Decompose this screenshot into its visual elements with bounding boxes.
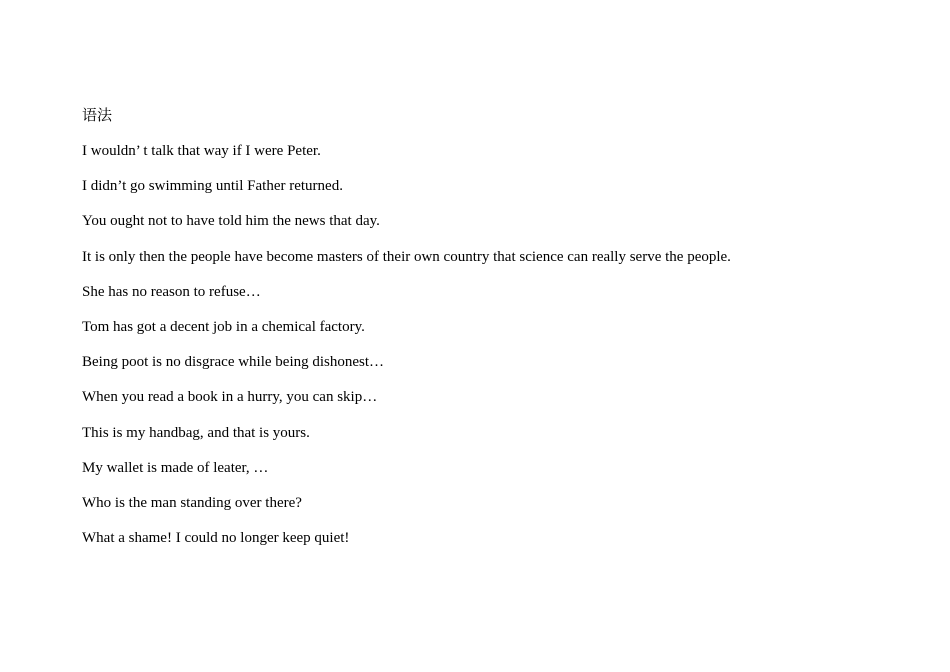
sentence-line-12: What a shame! I could no longer keep quiet! [82,530,350,547]
sentence-line-6: Tom has got a decent job in a chemical factory. [82,318,365,335]
document-page [82,106,922,563]
sentence-line-1: I wouldn’ t talk that way if I were Peter. [82,143,321,159]
sentence-line-10: My wallet is made of leater, … [82,459,269,476]
sentence-line-4: It is only then the people have become masters of their own country that science can really serve the people. [82,248,731,265]
section-heading: 语法 [82,108,113,124]
sentence-line-5: She has no reason to refuse… [82,283,261,300]
sentence-line-2: I didn’t go swimming until Father returned. [82,178,343,195]
sentence-line-7: Being poot is no disgrace while being dishonest… [82,354,385,371]
sentence-line-11: Who is the man standing over there? [82,494,302,511]
sentence-line-9: This is my handbag, and that is yours. [82,424,310,441]
sentence-line-8: When you read a book in a hurry, you can skip… [82,389,378,406]
sentence-line-3: You ought not to have told him the news that day. [82,213,380,230]
